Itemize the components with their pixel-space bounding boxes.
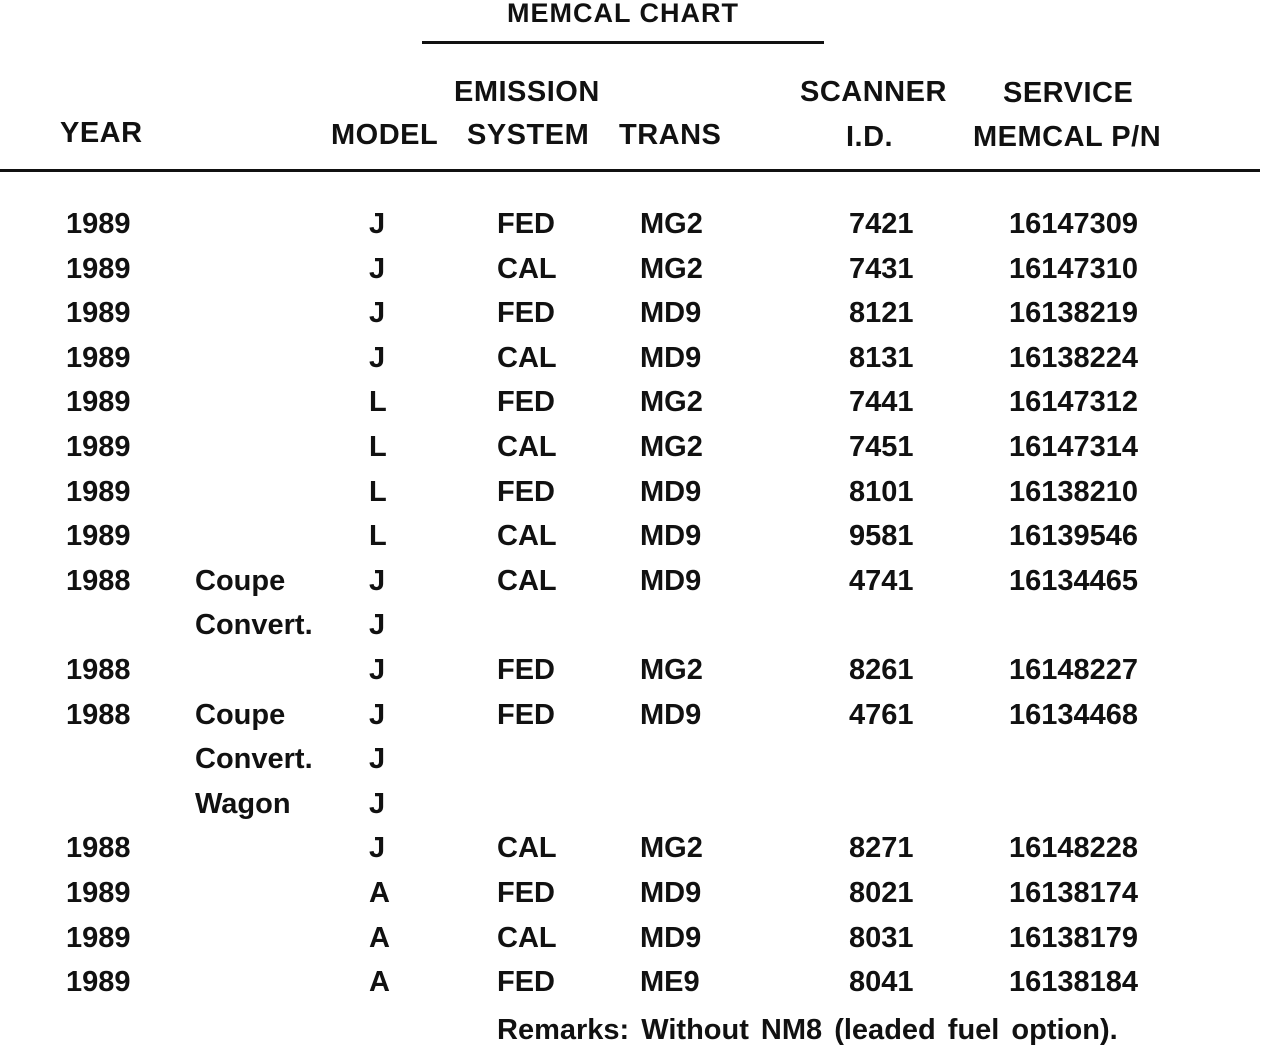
model-cell: J	[369, 564, 386, 597]
table-row	[0, 962, 1260, 1007]
transmission-cell: MG2	[640, 430, 703, 463]
scanner-id-cell: 7441	[849, 386, 914, 419]
year-cell: 1989	[66, 252, 131, 285]
transmission-cell: MD9	[640, 876, 702, 909]
year-cell: 1989	[66, 341, 131, 374]
emission-system-cell: CAL	[497, 832, 557, 865]
table-row	[0, 382, 1260, 427]
table-row	[0, 338, 1260, 383]
year-cell: 1989	[66, 208, 131, 240]
year-cell: 1988	[66, 698, 131, 731]
transmission-cell: MD9	[640, 341, 702, 374]
model-cell: L	[369, 430, 387, 463]
model-cell: J	[369, 653, 386, 686]
transmission-cell: MG2	[640, 386, 703, 419]
table-row	[0, 784, 1260, 829]
table-row	[0, 605, 1260, 650]
header-year: YEAR	[60, 117, 143, 149]
emission-system-cell: FED	[497, 208, 555, 240]
title-underline	[422, 41, 824, 44]
memcal-pn-cell: 16138210	[1009, 475, 1139, 508]
model-cell: J	[369, 832, 386, 865]
table-row	[0, 472, 1260, 517]
header-divider	[0, 169, 1260, 172]
emission-system-cell: CAL	[497, 430, 557, 463]
chart-title: MEMCAL CHART	[507, 0, 739, 28]
transmission-cell: ME9	[640, 966, 700, 999]
header-emission-top: EMISSION	[454, 76, 600, 108]
memcal-pn-cell: 16147310	[1009, 252, 1139, 285]
emission-system-cell: CAL	[497, 564, 557, 597]
table-row	[0, 561, 1260, 606]
scanner-id-cell: 8131	[849, 341, 914, 374]
year-cell: 1989	[66, 430, 131, 463]
scanner-id-cell: 4741	[849, 564, 914, 597]
year-cell: 1989	[66, 520, 131, 553]
header-trans: TRANS	[619, 119, 722, 151]
year-cell: 1988	[66, 832, 131, 865]
model-cell: A	[369, 966, 390, 999]
header-service-top: SERVICE	[1003, 77, 1134, 109]
table-row	[0, 516, 1260, 561]
body-style-cell: Convert.	[195, 609, 313, 642]
model-cell: A	[369, 921, 390, 954]
emission-system-cell: FED	[497, 876, 555, 909]
scanner-id-cell: 8261	[849, 653, 914, 686]
emission-system-cell: CAL	[497, 921, 557, 954]
memcal-pn-cell: 16138184	[1009, 966, 1139, 999]
table-row	[0, 695, 1260, 740]
memcal-table-body	[0, 204, 1260, 1007]
emission-system-cell: CAL	[497, 252, 557, 285]
emission-system-cell: CAL	[497, 341, 557, 374]
memcal-pn-cell: 16138219	[1009, 297, 1139, 330]
body-style-cell: Convert.	[195, 743, 313, 776]
scanner-id-cell: 9581	[849, 520, 914, 553]
header-model: MODEL	[331, 119, 439, 151]
emission-system-cell: FED	[497, 297, 555, 330]
remarks-note: Remarks: Without NM8 (leaded fuel option).	[497, 1014, 1118, 1046]
table-row	[0, 918, 1260, 963]
emission-system-cell: FED	[497, 475, 555, 508]
memcal-pn-cell: 16139546	[1009, 520, 1139, 553]
scanner-id-cell: 4761	[849, 698, 914, 731]
model-cell: A	[369, 876, 390, 909]
header-scanner-top: SCANNER	[800, 76, 947, 108]
memcal-pn-cell: 16147312	[1009, 386, 1139, 419]
transmission-cell: MG2	[640, 653, 703, 686]
year-cell: 1989	[66, 297, 131, 330]
model-cell: J	[369, 609, 386, 642]
year-cell: 1989	[66, 921, 131, 954]
emission-system-cell: FED	[497, 386, 555, 419]
transmission-cell: MD9	[640, 520, 702, 553]
memcal-pn-cell: 16134468	[1009, 698, 1139, 731]
header-emission-bottom: SYSTEM	[467, 119, 590, 151]
model-cell: J	[369, 341, 386, 374]
transmission-cell: MG2	[640, 832, 703, 865]
year-cell: 1989	[66, 386, 131, 419]
transmission-cell: MD9	[640, 475, 702, 508]
memcal-pn-cell: 16148227	[1009, 653, 1139, 686]
memcal-pn-cell: 16138179	[1009, 921, 1139, 954]
year-cell: 1988	[66, 564, 131, 597]
transmission-cell: MG2	[640, 252, 703, 285]
model-cell: J	[369, 698, 386, 731]
scanner-id-cell: 8101	[849, 475, 914, 508]
model-cell: L	[369, 475, 387, 508]
emission-system-cell: FED	[497, 966, 555, 999]
scanner-id-cell: 7451	[849, 430, 914, 463]
model-cell: J	[369, 208, 386, 240]
model-cell: J	[369, 297, 386, 330]
table-row	[0, 873, 1260, 918]
memcal-pn-cell: 16134465	[1009, 564, 1139, 597]
scanner-id-cell: 8021	[849, 876, 914, 909]
model-cell: J	[369, 252, 386, 285]
year-cell: 1989	[66, 966, 131, 999]
year-cell: 1988	[66, 653, 131, 686]
emission-system-cell: FED	[497, 698, 555, 731]
header-service-bottom: MEMCAL P/N	[973, 121, 1162, 153]
memcal-pn-cell: 16138224	[1009, 341, 1139, 374]
year-cell: 1989	[66, 475, 131, 508]
memcal-pn-cell: 16138174	[1009, 876, 1139, 909]
table-row	[0, 650, 1260, 695]
body-style-cell: Coupe	[195, 698, 286, 731]
scanner-id-cell: 8271	[849, 832, 914, 865]
scanner-id-cell: 8041	[849, 966, 914, 999]
transmission-cell: MD9	[640, 698, 702, 731]
memcal-pn-cell: 16148228	[1009, 832, 1139, 865]
scanner-id-cell: 7431	[849, 252, 914, 285]
body-style-cell: Coupe	[195, 564, 286, 597]
transmission-cell: MG2	[640, 208, 703, 240]
table-row	[0, 828, 1260, 873]
body-style-cell: Wagon	[195, 787, 291, 820]
memcal-pn-cell: 16147314	[1009, 430, 1139, 463]
scanner-id-cell: 8031	[849, 921, 914, 954]
transmission-cell: MD9	[640, 921, 702, 954]
table-row	[0, 427, 1260, 472]
header-scanner-bottom: I.D.	[846, 121, 894, 153]
model-cell: J	[369, 743, 386, 776]
table-row	[0, 249, 1260, 294]
table-row	[0, 204, 1260, 249]
model-cell: J	[369, 787, 386, 820]
scanner-id-cell: 7421	[849, 208, 914, 240]
year-cell: 1989	[66, 876, 131, 909]
transmission-cell: MD9	[640, 297, 702, 330]
model-cell: L	[369, 386, 387, 419]
model-cell: L	[369, 520, 387, 553]
memcal-pn-cell: 16147309	[1009, 208, 1139, 240]
scanner-id-cell: 8121	[849, 297, 914, 330]
table-row	[0, 293, 1260, 338]
emission-system-cell: CAL	[497, 520, 557, 553]
table-row	[0, 739, 1260, 784]
emission-system-cell: FED	[497, 653, 555, 686]
transmission-cell: MD9	[640, 564, 702, 597]
